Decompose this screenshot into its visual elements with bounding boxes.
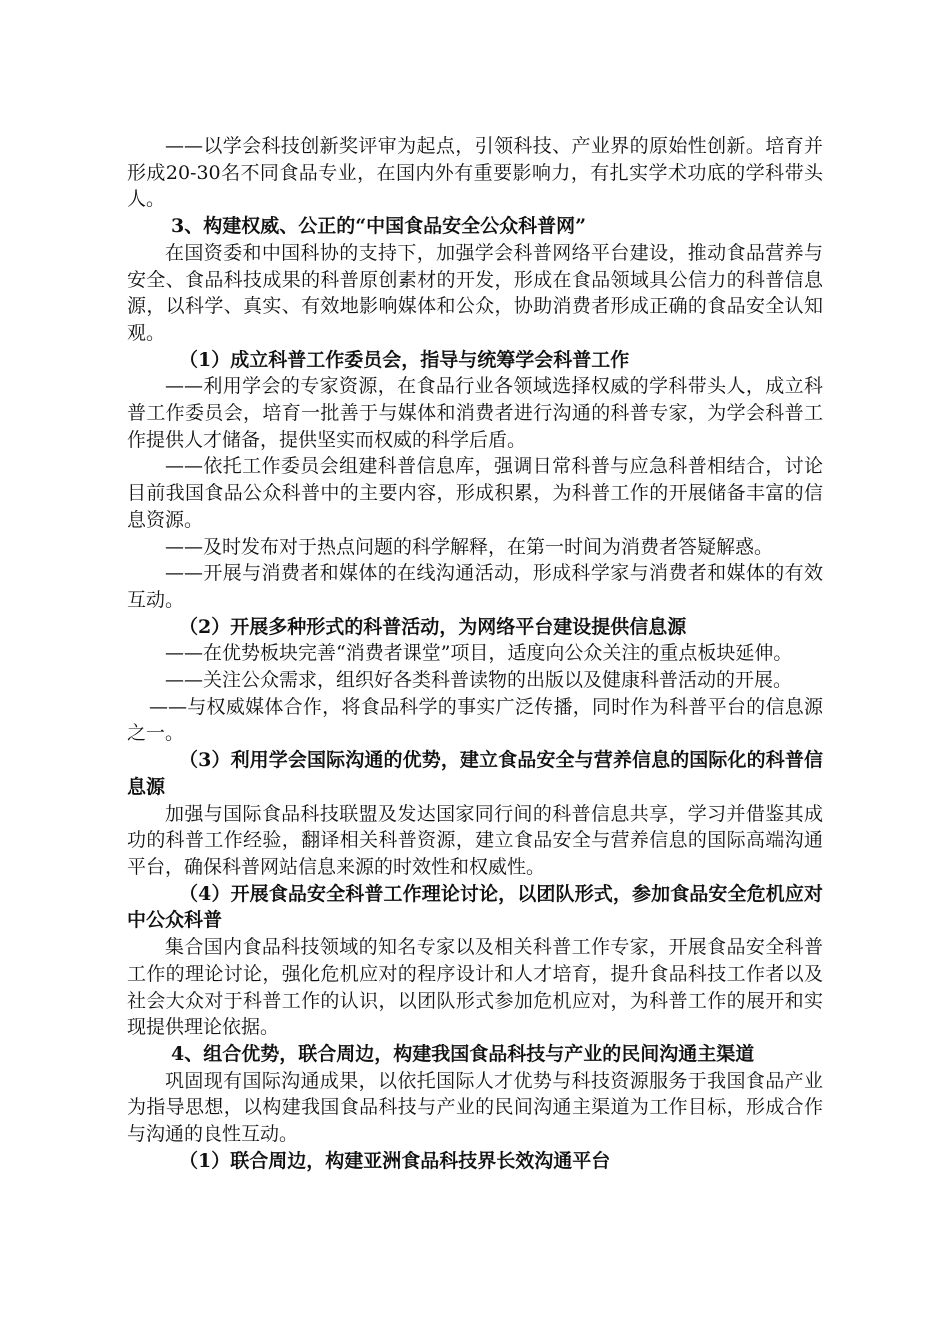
paragraph-experts-crisis: 集合国内食品科技领域的知名专家以及相关科普工作专家，开展食品安全科普工作的理论讨论，强化危机应对的程序设计和人才培育，提升食品科技工作者以及社会大众对于科普工作的认识，以团队形式参加危机应对，为科普工作的展开和实现提供理论依据。 — [127, 936, 823, 1039]
paragraph-consumer-classroom: ——在优势板块完善“消费者课堂”项目，适度向公众关注的重点板块延伸。 — [165, 642, 793, 665]
paragraph-online-communication: ——开展与消费者和媒体的在线沟通活动，形成科学家与消费者和媒体的有效互动。 — [127, 562, 823, 611]
paragraph-international-sharing: 加强与国际食品科技联盟及发达国家同行间的科普信息共享，学习并借鉴其成功的科普工作经验，翻译相关科普资源，建立食品安全与营养信息的国际高端沟通平台，确保科普网站信息来源的时效性和权威性。 — [127, 802, 823, 878]
heading-communication-channel: 4、组合优势，联合周边，构建我国食品科技与产业的民间沟通主渠道 — [171, 1042, 755, 1065]
subheading-committee: （1）成立科普工作委员会，指导与统筹学会科普工作 — [179, 348, 630, 371]
paragraph-media-cooperation: ——与权威媒体合作，将食品科学的事实广泛传播，同时作为科普平台的信息源之一。 — [127, 695, 823, 745]
subheading-asia-platform: （1）联合周边，构建亚洲食品科技界长效沟通平台 — [179, 1149, 611, 1172]
document-page — [127, 133, 823, 1174]
subheading-activities: （2）开展多种形式的科普活动，为网络平台建设提供信息源 — [179, 615, 687, 638]
paragraph-information-library: ——依托工作委员会组建科普信息库，强调日常科普与应急科普相结合，讨论目前我国食品公众科普中的主要内容，形成积累，为科普工作的开展储备丰富的信息资源。 — [127, 455, 823, 531]
paragraph-hot-issues: ——及时发布对于热点问题的科学解释，在第一时间为消费者答疑解惑。 — [165, 535, 774, 558]
paragraph-public-needs: ——关注公众需求，组织好各类科普读物的出版以及健康科普活动的开展。 — [165, 669, 793, 692]
subheading-international: （3）利用学会国际沟通的优势，建立食品安全与营养信息的国际化的科普信息源 — [127, 749, 823, 798]
heading-science-popularization-network: 3、构建权威、公正的“中国食品安全公众科普网” — [171, 215, 587, 238]
subheading-theory-discussion: （4）开展食品安全科普工作理论讨论，以团队形式，参加食品安全危机应对中公众科普 — [127, 882, 823, 932]
paragraph-expert-resources: ——利用学会的专家资源，在食品行业各领域选择权威的学科带头人，成立科普工作委员会，培育一批善于与媒体和消费者进行沟通的科普专家，为学会科普工作提供人才储备，提供坚实而权威的科学后盾。 — [127, 375, 823, 451]
paragraph-innovation-award: ——以学会科技创新奖评审为起点，引领科技、产业界的原始性创新。培育并形成20-30名不同食品专业，在国内外有重要影响力，有扎实学术功底的学科带头人。 — [127, 135, 823, 211]
paragraph-consolidate: 巩固现有国际沟通成果，以依托国际人才优势与科技资源服务于我国食品产业为指导思想，以构建我国食品科技与产业的民间沟通主渠道为工作目标，形成合作与沟通的良性互动。 — [127, 1069, 823, 1146]
paragraph-network-platform: 在国资委和中国科协的支持下，加强学会科普网络平台建设，推动食品营养与安全、食品科技成果的科普原创素材的开发，形成在食品领域具公信力的科普信息源，以科学、真实、有效地影响媒体和公众，协助消费者形成正确的食品安全认知观。 — [127, 241, 823, 344]
